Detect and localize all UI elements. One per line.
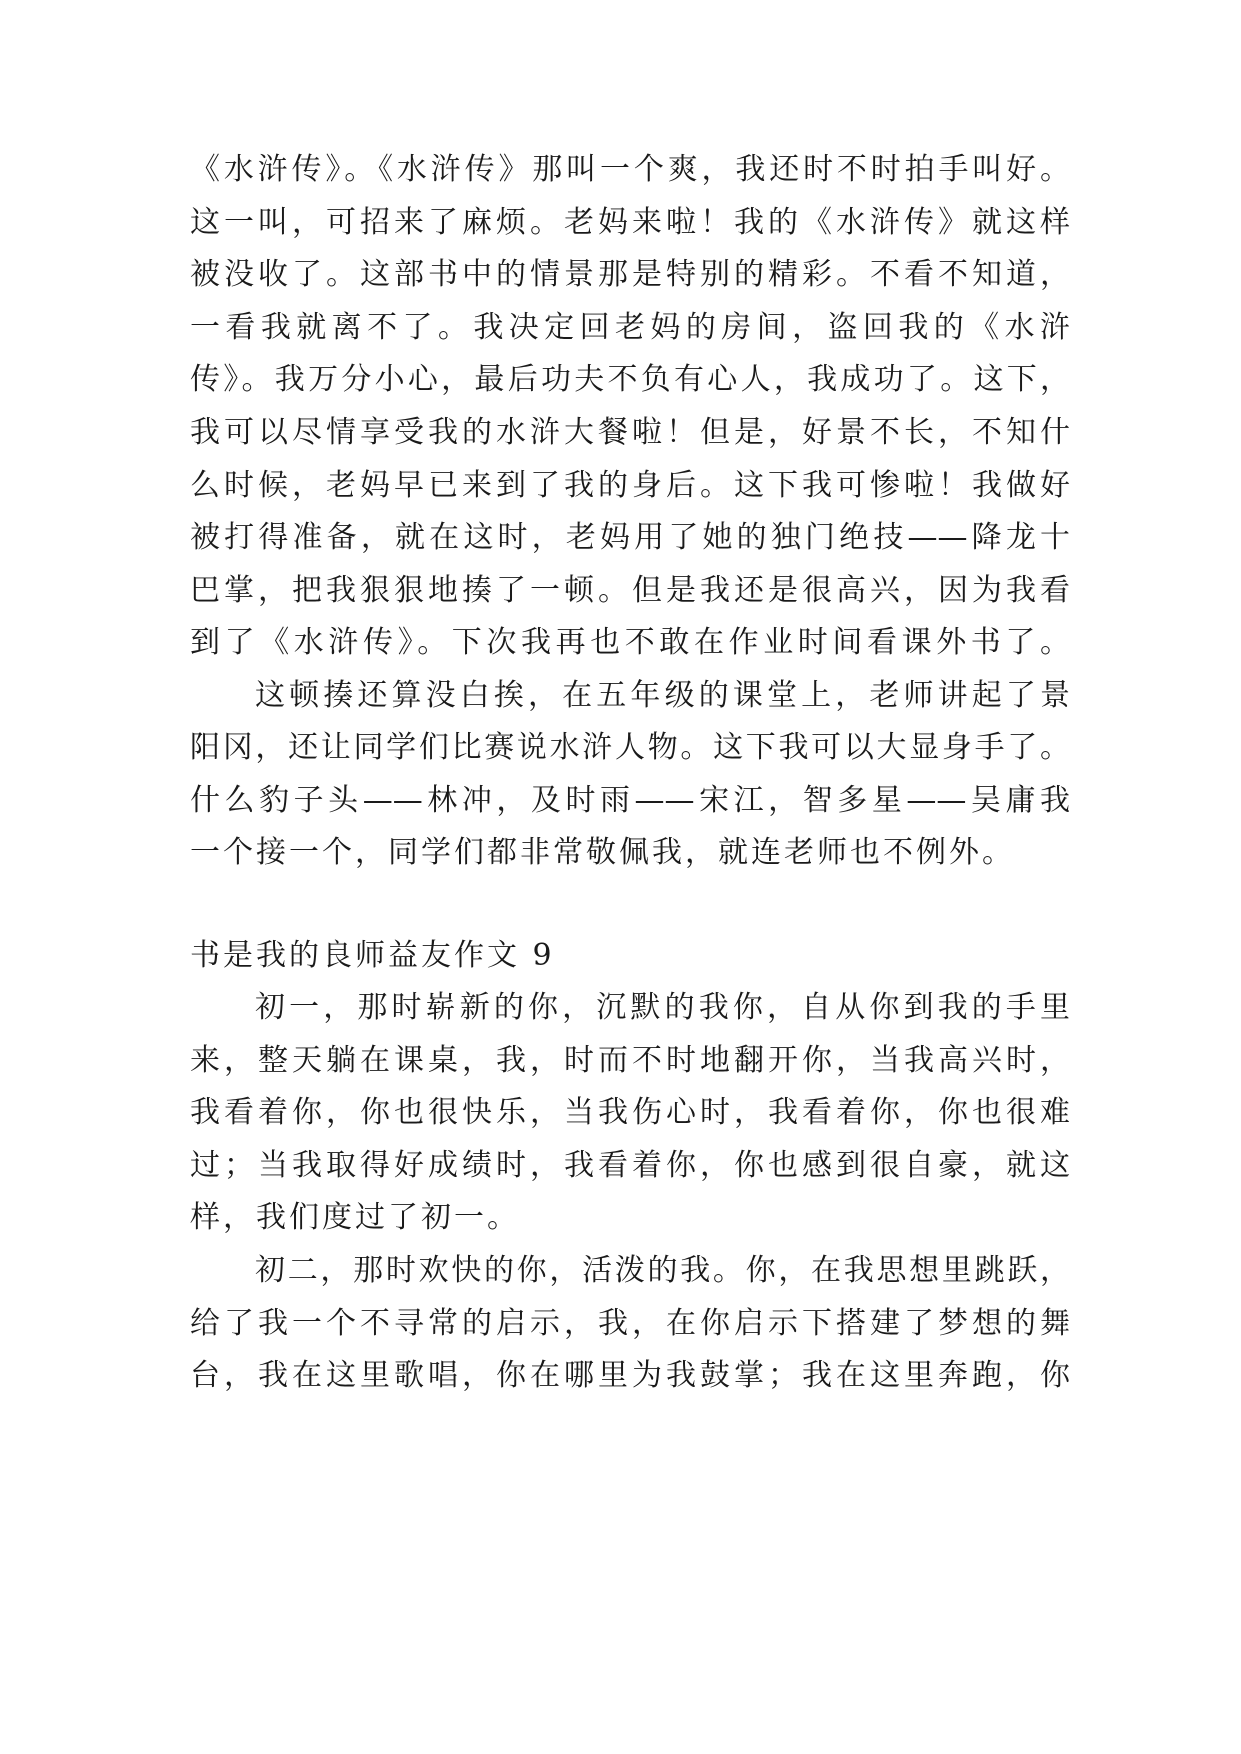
paragraph-line: 样，我们度过了初一。 [190, 1200, 520, 1235]
paragraph-line: 过；当我取得好成绩时，我看着你，你也感到很自豪，就这 [190, 1148, 1070, 1183]
paragraph-line: 《水浒传》。《水浒传》那叫一个爽，我还时不时拍手叫好。 [190, 152, 1070, 187]
paragraph-line: 什么豹子头——林冲，及时雨——宋江，智多星——吴庸我 [190, 783, 1070, 818]
paragraph-line: 阳冈，还让同学们比赛说水浒人物。这下我可以大显身手了。 [190, 730, 1070, 765]
paragraph-line: 传》。我万分小心，最后功夫不负有心人，我成功了。这下， [190, 362, 1070, 397]
paragraph-line: 一看我就离不了。我决定回老妈的房间，盗回我的《水浒 [190, 310, 1070, 345]
paragraph-line: 到了《水浒传》。下次我再也不敢在作业时间看课外书了。 [190, 625, 1070, 660]
paragraph-line: 被没收了。这部书中的情景那是特别的精彩。不看不知道， [190, 257, 1070, 292]
paragraph-line: 被打得准备，就在这时，老妈用了她的独门绝技——降龙十 [190, 520, 1070, 555]
paragraph-line: 初一，那时崭新的你，沉默的我你，自从你到我的手里 [255, 990, 1070, 1025]
paragraph-line: 台，我在这里歌唱，你在哪里为我鼓掌；我在这里奔跑，你 [190, 1358, 1070, 1393]
paragraph-line: 我看着你，你也很快乐，当我伤心时，我看着你，你也很难 [190, 1095, 1070, 1130]
paragraph-line: 初二，那时欢快的你，活泼的我。你，在我思想里跳跃， [255, 1253, 1070, 1288]
paragraph-line: 这顿揍还算没白挨，在五年级的课堂上，老师讲起了景 [255, 678, 1070, 713]
section-heading: 书是我的良师益友作文 9 [190, 938, 555, 973]
paragraph-line: 一个接一个，同学们都非常敬佩我，就连老师也不例外。 [190, 835, 1015, 870]
paragraph-line: 我可以尽情享受我的水浒大餐啦！但是，好景不长，不知什 [190, 415, 1070, 450]
paragraph-line: 巴掌，把我狠狠地揍了一顿。但是我还是很高兴，因为我看 [190, 573, 1070, 608]
paragraph-line: 这一叫，可招来了麻烦。老妈来啦！我的《水浒传》就这样 [190, 205, 1070, 240]
paragraph-line: 来，整天躺在课桌，我，时而不时地翻开你，当我高兴时， [190, 1043, 1070, 1078]
paragraph-line: 给了我一个不寻常的启示，我，在你启示下搭建了梦想的舞 [190, 1306, 1070, 1341]
paragraph-line: 么时候，老妈早已来到了我的身后。这下我可惨啦！我做好 [190, 468, 1070, 503]
